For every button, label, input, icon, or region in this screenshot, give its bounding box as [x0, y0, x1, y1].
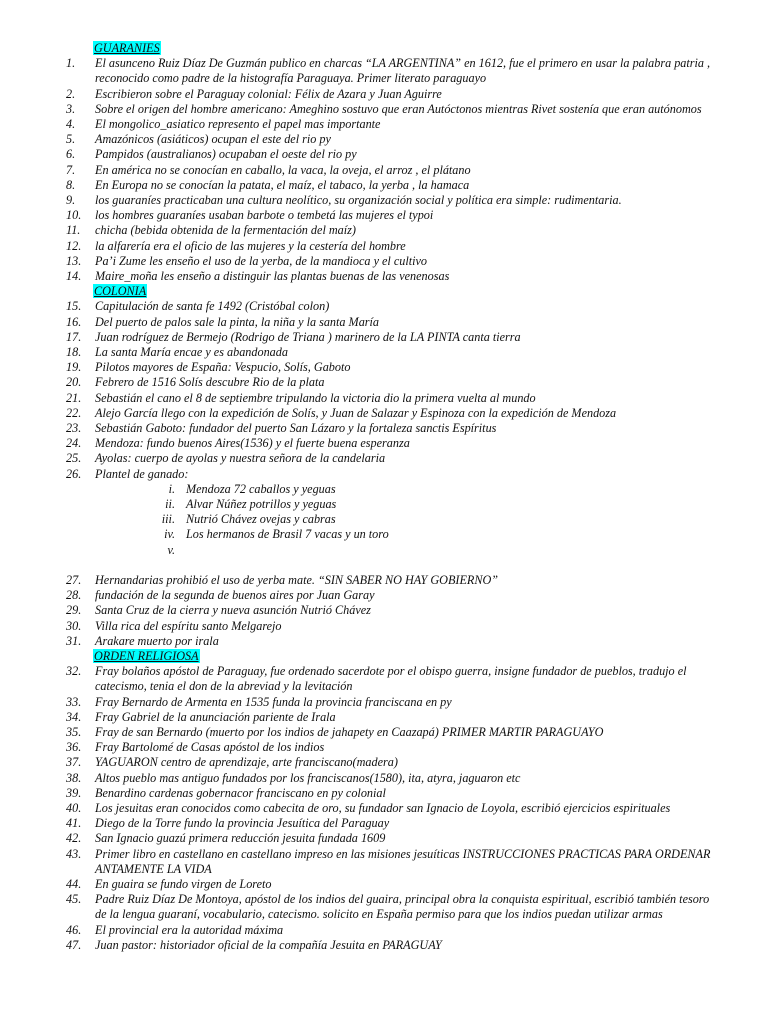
item-text: YAGUARON centro de aprendizaje, arte franciscano(madera): [95, 755, 398, 770]
item-text: El mongolico_asiatico represento el papel mas importante: [95, 117, 381, 131]
list-item: [0, 467, 768, 482]
item-text: Villa rica del espíritu santo Melgarejo: [95, 618, 282, 633]
item-text: En américa no se conocían en caballo, la vaca, la oveja, el arroz , el plátano: [95, 162, 471, 177]
sub-item-number: v.: [167, 542, 175, 557]
item-text: Sebastián Gaboto: fundador del puerto San Lázaro y la fortaleza sanctis Espíritus: [95, 421, 497, 436]
item-number: 37.: [66, 755, 82, 770]
list-item: [0, 193, 768, 208]
item-text: Amazónicos (asiáticos) ocupan el este del rio py: [95, 132, 331, 147]
sub-item-number: iv.: [164, 527, 175, 542]
item-number: 40.: [66, 801, 82, 816]
list-item: [0, 132, 768, 147]
list-item: [0, 923, 768, 938]
item-number: 28.: [66, 588, 82, 603]
sub-item-text: Nutrió Chávez ovejas y cabras: [186, 512, 336, 527]
list-item: [0, 345, 768, 360]
list-item: [0, 102, 768, 117]
item-number: 25.: [66, 451, 82, 466]
item-number: 2.: [66, 86, 76, 101]
item-text: chicha (bebida obtenida de la fermentación del maíz): [95, 223, 356, 238]
item-number: 19.: [66, 360, 82, 375]
item-text: Los jesuitas eran conocidos como cabecita de oro, su fundador san Ignacio de Loyola, escribió ejercicios espirituales: [95, 801, 671, 816]
section-heading: ORDEN RELIGIOSA: [94, 649, 199, 663]
sub-item-number: ii.: [165, 497, 175, 512]
item-number: 12.: [66, 238, 82, 253]
item-text: Capitulación de santa fe 1492 (Cristóbal colon): [95, 299, 330, 314]
item-text: Pilotos mayores de España: Vespucio, Solís, Gaboto: [95, 360, 351, 375]
list-item: [0, 208, 768, 223]
list-item: [0, 163, 768, 178]
list-item: [0, 664, 768, 694]
item-number: 44.: [66, 877, 82, 892]
item-number: 6.: [66, 147, 76, 162]
list-item: [0, 847, 768, 877]
list-item: [0, 299, 768, 314]
sub-list-item: [0, 527, 768, 542]
sub-list-item: [0, 497, 768, 512]
item-text: Sebastián el cano el 8 de septiembre tripulando la victoria dio la primera vuelta al mundo: [95, 390, 536, 405]
section-heading-row: [0, 649, 768, 664]
item-text: los guaraníes practicaban una cultura neolítico, su organización social y política era simple: rudimentaria.: [95, 193, 622, 208]
list-item: [0, 755, 768, 770]
item-number: 14.: [66, 269, 82, 284]
blank-line: [0, 558, 768, 573]
item-number: 30.: [66, 618, 82, 633]
sub-item-text: Mendoza 72 caballos y yeguas: [186, 481, 336, 496]
item-number: 45.: [66, 892, 82, 907]
list-item: [0, 56, 768, 86]
item-number: 3.: [66, 101, 76, 116]
item-text: Escribieron sobre el Paraguay colonial: Félix de Azara y Juan Aguirre: [95, 86, 442, 101]
item-text: Juan pastor: historiador oficial de la compañía Jesuita en PARAGUAY: [95, 937, 442, 952]
list-item: [0, 178, 768, 193]
item-text: En Europa no se conocían la patata, el maíz, el tabaco, la yerba , la hamaca: [95, 177, 470, 192]
item-text: Juan rodríguez de Bermejo (Rodrigo de Triana ) marinero de la LA PINTA canta tierra: [95, 329, 521, 344]
document-content: [0, 41, 768, 953]
item-text: Fray Bernardo de Armenta en 1535 funda la provincia franciscana en py: [95, 694, 452, 709]
list-item: [0, 740, 768, 755]
list-item: [0, 877, 768, 892]
list-item: [0, 451, 768, 466]
item-number: 36.: [66, 740, 82, 755]
item-text: Altos pueblo mas antiguo fundados por los franciscanos(1580), ita, atyra, jaguaron etc: [95, 770, 521, 785]
sub-list-item: [0, 512, 768, 527]
list-item: [0, 147, 768, 162]
list-item: [0, 330, 768, 345]
item-number: 20.: [66, 375, 82, 390]
list-item: [0, 801, 768, 816]
item-number: 15.: [66, 299, 82, 314]
sub-item-text: Alvar Núñez potrillos y yeguas: [186, 497, 337, 512]
item-text: Mendoza: fundo buenos Aires(1536) y el fuerte buena esperanza: [95, 436, 410, 451]
item-number: 29.: [66, 603, 82, 618]
list-item: [0, 406, 768, 421]
item-text: El provincial era la autoridad máxima: [95, 922, 284, 937]
item-number: 32.: [66, 664, 82, 679]
item-number: 46.: [66, 922, 82, 937]
item-text: Diego de la Torre fundo la provincia Jesuítica del Paraguay: [95, 816, 390, 831]
list-item: [0, 634, 768, 649]
list-item: [0, 816, 768, 831]
item-number: 23.: [66, 421, 82, 436]
item-number: 24.: [66, 436, 82, 451]
item-number: 47.: [66, 937, 82, 952]
list-item: [0, 254, 768, 269]
item-number: 38.: [66, 770, 82, 785]
item-text: Febrero de 1516 Solís descubre Rio de la plata: [95, 375, 325, 390]
list-item: [0, 375, 768, 390]
sub-list-item: [0, 543, 768, 558]
item-text: Arakare muerto por irala: [95, 633, 219, 648]
item-text: los hombres guaraníes usaban barbote o tembetá las mujeres el typoi: [95, 208, 434, 223]
list-item: [0, 223, 768, 238]
item-number: 27.: [66, 572, 82, 587]
item-text: El asunceno Ruiz Díaz De Guzmán publico en charcas “LA ARGENTINA” en 1612, fue el primero en usar la palabra patria , reconocido como padre de la histografía Paraguaya. Primer literato paraguayo: [95, 56, 711, 86]
item-text: Maire_moña les enseño a distinguir las plantas buenas de las venenosas: [95, 269, 450, 284]
list-item: [0, 421, 768, 436]
item-text: la alfarería era el oficio de las mujeres y la cestería del hombre: [95, 238, 406, 253]
list-item: [0, 938, 768, 953]
item-number: 5.: [66, 132, 76, 147]
sub-list-item: [0, 482, 768, 497]
list-item: [0, 315, 768, 330]
item-number: 39.: [66, 785, 82, 800]
section-heading-row: [0, 41, 768, 56]
item-text: En guaira se fundo virgen de Loreto: [95, 877, 272, 892]
item-text: Primer libro en castellano en castellano impreso en las misiones jesuíticas INSTRUCCIONES PRACTICAS PARA ORDENAR ANTAMENTE LA VIDA: [95, 846, 711, 876]
list-item: [0, 269, 768, 284]
item-number: 34.: [66, 709, 82, 724]
item-number: 1.: [66, 56, 76, 71]
item-number: 26.: [66, 466, 82, 481]
list-item: [0, 239, 768, 254]
list-item: [0, 710, 768, 725]
item-number: 10.: [66, 208, 82, 223]
item-text: Fray de san Bernardo (muerto por los indios de jahapety en Caazapá) PRIMER MARTIR PARAGUAYO: [95, 725, 604, 739]
item-number: 42.: [66, 831, 82, 846]
list-item: [0, 892, 768, 922]
section-heading: GUARANIES: [94, 41, 160, 55]
sub-item-number: iii.: [161, 512, 175, 527]
item-text: Pa’i Zume les enseño el uso de la yerba, de la mandioca y el cultivo: [95, 253, 428, 268]
list-item: [0, 619, 768, 634]
item-number: 33.: [66, 694, 82, 709]
item-text: La santa María encae y es abandonada: [95, 345, 288, 360]
list-item: [0, 603, 768, 618]
list-item: [0, 87, 768, 102]
item-text: Padre Ruiz Díaz De Montoya, apóstol de los indios del guaira, principal obra la conquista espiritual, escribió también tesoro de la lengua guaraní, vocabulario, catecismo. solicito en España permiso para que los indios puedan utilizar armas: [95, 892, 710, 922]
item-text: Ayolas: cuerpo de ayolas y nuestra señora de la candelaria: [95, 451, 386, 466]
item-number: 31.: [66, 633, 82, 648]
item-text: Benardino cardenas gobernacor franciscano en py colonial: [95, 785, 386, 800]
item-number: 35.: [66, 725, 82, 739]
list-item: [0, 771, 768, 786]
list-item: [0, 391, 768, 406]
item-text: Santa Cruz de la cierra y nueva asunción Nutrió Chávez: [95, 603, 371, 618]
item-number: 4.: [66, 117, 76, 131]
list-item: [0, 117, 768, 132]
list-item: [0, 436, 768, 451]
item-number: 9.: [66, 193, 76, 208]
list-item: [0, 588, 768, 603]
list-item: [0, 786, 768, 801]
list-item: [0, 360, 768, 375]
item-text: Sobre el origen del hombre americano: Ameghino sostuvo que eran Autóctonos mientras Rivet sostenía que eran autónomos: [95, 101, 702, 116]
item-number: 17.: [66, 329, 82, 344]
sub-item-number: i.: [168, 481, 175, 496]
sub-item-text: Los hermanos de Brasil 7 vacas y un toro: [186, 527, 389, 542]
item-text: Del puerto de palos sale la pinta, la niña y la santa María: [95, 314, 380, 329]
item-text: Alejo García llego con la expedición de Solís, y Juan de Salazar y Espinoza con la expedición de Mendoza: [95, 405, 617, 420]
item-number: 8.: [66, 177, 76, 192]
item-number: 11.: [66, 223, 81, 238]
item-number: 18.: [66, 345, 82, 360]
item-text: Hernandarias prohibió el uso de yerba mate. “SIN SABER NO HAY GOBIERNO”: [95, 572, 499, 587]
item-number: 21.: [66, 390, 82, 405]
item-text: Fray Gabriel de la anunciación pariente de Irala: [95, 709, 336, 724]
item-number: 43.: [66, 846, 82, 861]
section-heading: COLONIA: [94, 284, 147, 299]
item-text: San Ignacio guazú primera reducción jesuita fundada 1609: [95, 831, 386, 846]
item-text: Plantel de ganado:: [95, 466, 189, 481]
item-number: 16.: [66, 314, 82, 329]
list-item: [0, 695, 768, 710]
item-text: fundación de la segunda de buenos aires por Juan Garay: [95, 588, 375, 603]
section-heading-row: [0, 284, 768, 299]
list-item: [0, 573, 768, 588]
item-number: 7.: [66, 162, 76, 177]
list-item: [0, 725, 768, 740]
item-text: Pampidos (australianos) ocupaban el oeste del rio py: [95, 147, 357, 162]
item-number: 22.: [66, 405, 82, 420]
list-item: [0, 831, 768, 846]
item-text: Fray bolaños apóstol de Paraguay, fue ordenado sacerdote por el obispo guerra, insigne fundador de pueblos, tradujo el catecismo, tenia el don de la abreviad y la levitación: [95, 664, 687, 694]
item-number: 13.: [66, 253, 82, 268]
item-text: Fray Bartolomé de Casas apóstol de los indios: [95, 740, 325, 755]
item-number: 41.: [66, 816, 82, 831]
